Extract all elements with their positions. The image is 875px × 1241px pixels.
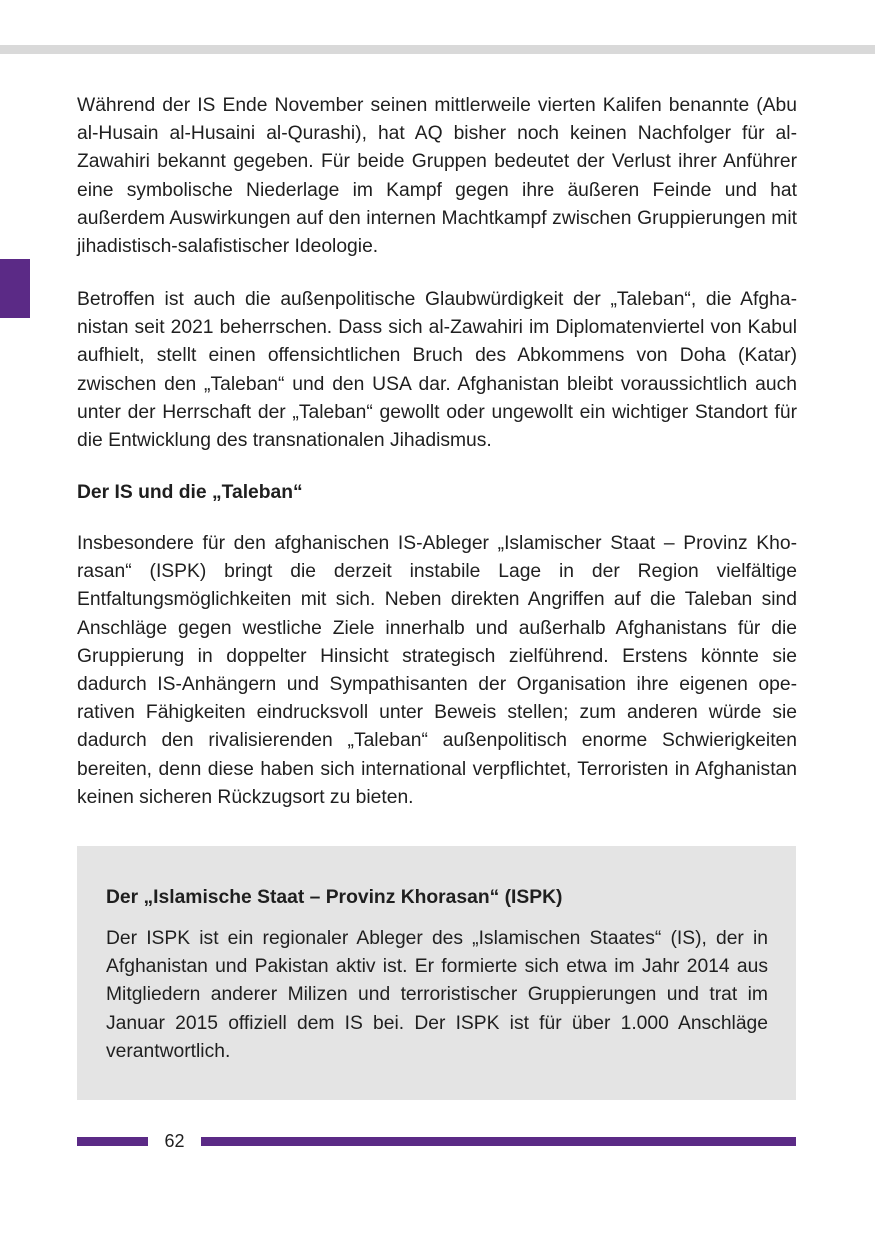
- top-rule: [0, 45, 875, 54]
- info-box: [77, 846, 796, 1100]
- footer-bar-left: [77, 1137, 148, 1146]
- page-number: 62: [164, 1131, 185, 1151]
- chapter-marker-tab: [0, 259, 30, 318]
- paragraph-1: Während der IS Ende November seinen mittlerweile vierten Kalifen benannte (Abu al-Husain al-Husaini al-Qurashi), hat AQ bisher noch keinen Nachfolger für al-Zawahiri bekannt gegeben. Für beide Gruppen bedeutet der Verlust ihrer Anführer eine symbolische Niederlage im Kampf gegen ihre äußeren Feinde und hat außerdem Auswirkungen auf den internen Machtkampf zwischen Gruppierungen mit jihadistisch-salafistischer Ideologie.: [77, 95, 797, 258]
- info-box-title: Der „Islamische Staat – Provinz Khorasan“ (ISPK): [106, 887, 563, 908]
- paragraph-2: Betroffen ist auch die außenpolitische Glaubwürdigkeit der „Taleban“, die Afghanistan seit 2021 beherrschen. Dass sich al-Zawahiri im Diplomatenviertel von Kabul aufhielt, stellt einen offensichtlichen Bruch des Abkommens von Doha (Katar) zwischen den „Taleban“ und den USA dar. Afghanistan bleibt voraussichtlich auch unter der Herrschaft der „Taleban“ gewollt oder ungewollt ein wichtiger Standort für die Entwicklung des transnationalen Jihadismus.: [77, 289, 797, 452]
- section-heading: Der IS und die „Taleban“: [77, 482, 303, 503]
- info-box-text: Der ISPK ist ein regionaler Ableger des „Islamischen Staates“ (IS), der in Afghanistan und Pakistan aktiv ist. Er formierte sich etwa im Jahr 2014 aus Mitgliedern anderer Milizen und terroristischer Gruppierungen und trat im Januar 2015 offiziell dem IS bei. Der ISPK ist für über 1.000 Anschläge verantwortlich.: [106, 928, 768, 1062]
- footer-bar-right: [201, 1137, 796, 1146]
- paragraph-3: Insbesondere für den afghanischen IS-Ableger „Islamischer Staat – Provinz Khorasan“ (ISPK) bringt die derzeit instabile Lage in der Region vielfältige Entfaltungsmöglichkeiten mit sich. Neben direkten Angriffen auf die Taleban sind Anschläge gegen westliche Ziele innerhalb und außerhalb Afghanistans für die Gruppierung in doppelter Hinsicht strategisch zielführend. Erstens könnte sie dadurch IS-Anhängern und Sympathisanten der Organisation ihre eigenen operativen Fähigkeiten eindrucksvoll unter Beweis stellen; zum anderen würde sie dadurch den rivalisierenden „Taleban“ außenpolitisch enorme Schwierigkeiten bereiten, denn diese haben sich international verpflichtet, Terroristen in Afghanistan keinen sicheren Rückzugsort zu bieten.: [77, 533, 797, 808]
